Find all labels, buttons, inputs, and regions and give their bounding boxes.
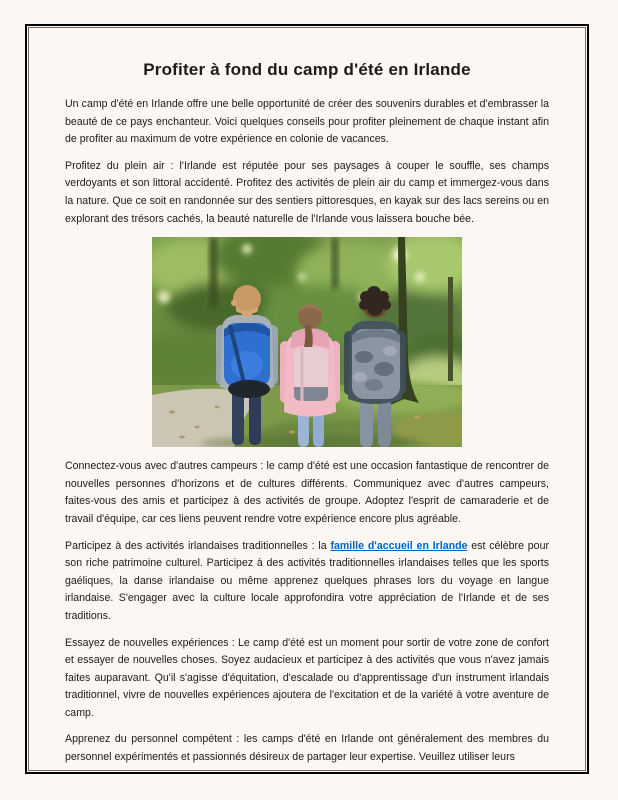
paragraph-traditionnelles-text-before: Participez à des activités irlandaises traditionnelles : la xyxy=(65,539,331,552)
paragraph-traditionnelles-text-after: est célèbre pour son riche patrimoine culturel. Participez à des activités traditionnelles irlandaises telles que les sports gaéliques, la danse irlandaise ou même apprenez quelques phrases lors du voyage en langue irlandaise. S'engager avec la culture locale approfondira votre appréciation de l'Irlande et de ses traditions. xyxy=(65,539,549,622)
page-border xyxy=(25,24,589,774)
children-backpacks-photo xyxy=(152,237,462,447)
paragraph-personnel: Apprenez du personnel compétent : les camps d'été en Irlande ont généralement des membres du personnel expérimentés et passionnés désireux de partager leur expertise. Veuillez utiliser leurs xyxy=(65,733,549,764)
paragraph-experiences: Essayez de nouvelles expériences : Le camp d'été est un moment pour sortir de votre zone de confort et essayer de nouvelles choses. Soyez audacieux et participez à des activités que vous n'avez jamais faites auparavant. Qu'il s'agisse d'équitation, d'escalade ou d'apprentissage d'un instrument irlandais traditionnel, vivre de nouvelles expériences ajoutera de l'excitation et de la variété à votre aventure de camp. xyxy=(65,636,549,719)
paragraph-intro: Un camp d'été en Irlande offre une belle opportunité de créer des souvenirs durables et d'embrasser la beauté de ce pays enchanteur. Voici quelques conseils pour profiter pleinement de chaque instant afin de profiter au maximum de votre expérience en colonie de vacances. xyxy=(65,98,549,146)
hyperlink-famille-accueil-irlande[interactable]: famille d'accueil en Irlande xyxy=(330,539,468,552)
paragraph-traditionnelles xyxy=(65,538,549,626)
paragraph-plein-air: Profitez du plein air : l'Irlande est réputée pour ses paysages à couper le souffle, ses champs verdoyants et son littoral accidenté. Profitez des activités de plein air du camp et immergez-vous dans la nature. Que ce soit en randonnée sur des sentiers pittoresques, en kayak sur des lacs sereins ou en explorant des trésors cachés, la beauté naturelle de l'Irlande vous laissera bouche bée. xyxy=(65,159,549,225)
document-title: Profiter à fond du camp d'été en Irlande xyxy=(143,60,471,79)
children-backpacks-photo-svg xyxy=(152,237,462,447)
paragraph-connectez: Connectez-vous avec d'autres campeurs : le camp d'été est une occasion fantastique de rencontrer de nouvelles personnes d'horizons et de cultures différents. Communiquez avec d'autres campeurs, faites-vous des amis et participez à des activités de groupe. Adoptez l'esprit de camaraderie et de travail d'équipe, car ces liens peuvent rendre votre expérience encore plus agréable. xyxy=(65,460,549,525)
page-content xyxy=(28,27,586,771)
